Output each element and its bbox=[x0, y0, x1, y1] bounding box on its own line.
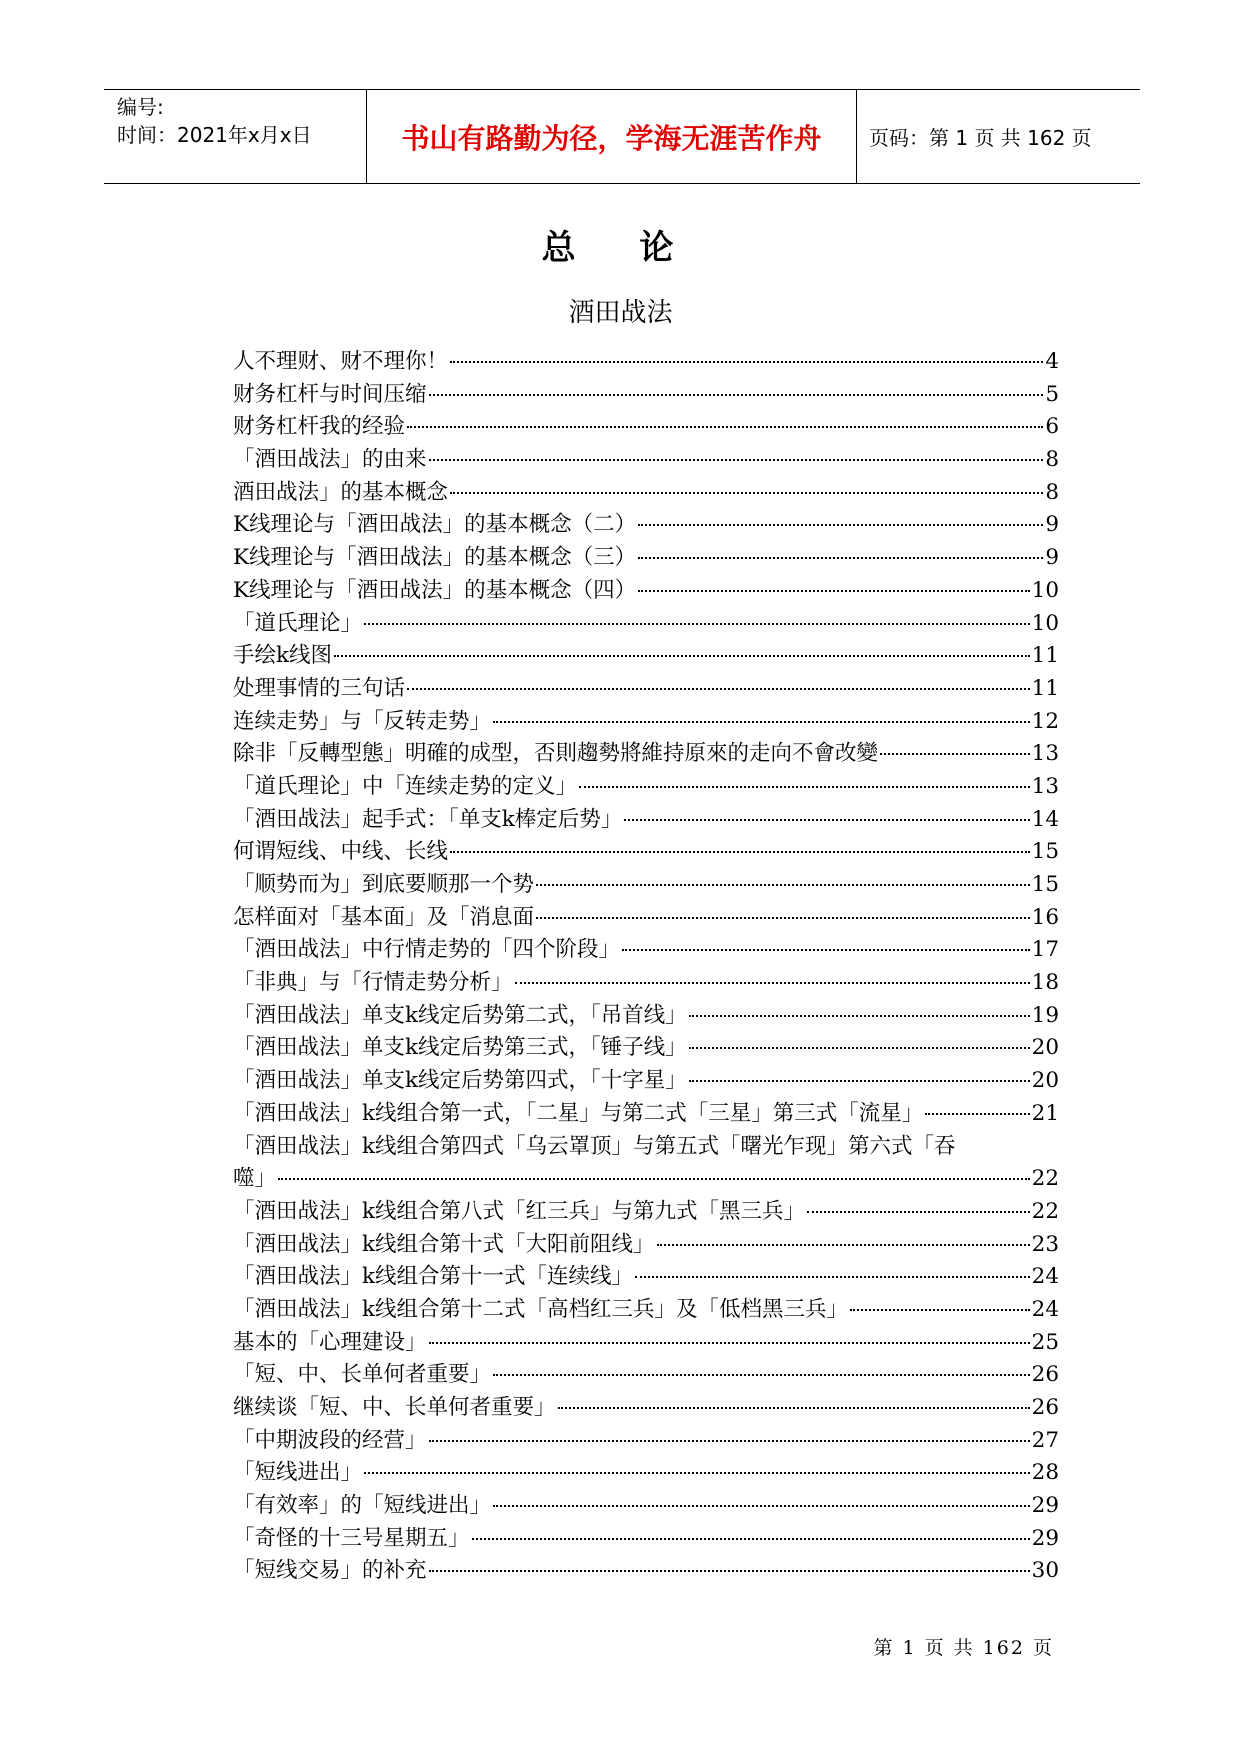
toc-page-number: 21 bbox=[1031, 1100, 1059, 1126]
toc-entry-title: 财务杠杆与时间压缩 bbox=[233, 381, 427, 407]
toc-leader-dots bbox=[880, 753, 1030, 755]
toc-page-number: 25 bbox=[1031, 1329, 1059, 1355]
toc-leader-dots bbox=[450, 851, 1030, 853]
toc-page-number: 19 bbox=[1031, 1002, 1059, 1028]
toc-entry[interactable] bbox=[233, 1425, 1059, 1458]
toc-page-number: 29 bbox=[1031, 1493, 1059, 1519]
toc-leader-dots bbox=[429, 394, 1044, 396]
toc-entry[interactable] bbox=[233, 1555, 1059, 1588]
toc-entry[interactable] bbox=[233, 771, 1059, 804]
toc-entry[interactable] bbox=[233, 608, 1059, 641]
toc-entry[interactable] bbox=[233, 706, 1059, 739]
header-page-code: 页码：第 1 页 共 162 页 bbox=[869, 126, 1092, 150]
toc-page-number: 8 bbox=[1045, 479, 1059, 505]
toc-page-number: 30 bbox=[1031, 1558, 1059, 1584]
toc-leader-dots bbox=[635, 1276, 1030, 1278]
toc-leader-dots bbox=[472, 1538, 1030, 1540]
toc-leader-dots bbox=[407, 426, 1043, 428]
toc-entry-title: 继续谈「短、中、长单何者重要」 bbox=[233, 1395, 556, 1420]
toc-page-number: 27 bbox=[1031, 1427, 1059, 1453]
toc-entry[interactable] bbox=[233, 804, 1059, 837]
toc-entry[interactable] bbox=[233, 1131, 1059, 1196]
toc-page-number: 9 bbox=[1045, 545, 1059, 571]
toc-page-number: 28 bbox=[1031, 1460, 1059, 1486]
toc-leader-dots bbox=[638, 524, 1043, 526]
table-of-contents bbox=[233, 346, 1059, 1588]
toc-page-number: 20 bbox=[1031, 1068, 1059, 1094]
toc-leader-dots bbox=[850, 1309, 1030, 1311]
toc-entry-title: 人不理财、财不理你！ bbox=[233, 349, 449, 374]
toc-entry-title: 「短线进出」 bbox=[233, 1460, 363, 1486]
toc-entry[interactable] bbox=[233, 1261, 1059, 1294]
toc-entry[interactable] bbox=[233, 509, 1059, 542]
toc-page-number: 18 bbox=[1031, 970, 1059, 996]
toc-entry-title: 「短线交易」的补充 bbox=[233, 1558, 427, 1584]
toc-page-number: 22 bbox=[1031, 1166, 1059, 1192]
toc-entry[interactable] bbox=[233, 902, 1059, 935]
toc-entry-title: 「酒田战法」单支k线定后势第四式，「十字星」 bbox=[233, 1068, 687, 1094]
toc-entry[interactable] bbox=[233, 411, 1059, 444]
toc-leader-dots bbox=[364, 623, 1030, 625]
page-title: 总 论 bbox=[541, 228, 700, 268]
toc-entry-title: 酒田战法」的基本概念 bbox=[233, 479, 449, 505]
toc-entry[interactable] bbox=[233, 575, 1059, 608]
toc-entry[interactable] bbox=[233, 379, 1059, 412]
toc-leader-dots bbox=[429, 1440, 1030, 1442]
toc-leader-dots bbox=[558, 1407, 1030, 1409]
toc-entry[interactable] bbox=[233, 1065, 1059, 1098]
toc-entry[interactable] bbox=[233, 477, 1059, 510]
toc-entry-title-cont: 噬」 bbox=[233, 1166, 277, 1192]
toc-entry-title: 「酒田战法」k线组合第八式「红三兵」与第九式「黑三兵」 bbox=[233, 1198, 806, 1224]
toc-entry-title: 「道氏理论」中「连续走势的定义」 bbox=[233, 773, 578, 799]
toc-entry[interactable] bbox=[233, 869, 1059, 902]
toc-entry-title: K线理论与「酒田战法」的基本概念（二） bbox=[233, 512, 637, 538]
toc-leader-dots bbox=[638, 590, 1030, 592]
toc-page-number: 11 bbox=[1031, 675, 1059, 701]
toc-entry[interactable] bbox=[233, 1523, 1059, 1556]
toc-entry-title: 「酒田战法」的由来 bbox=[233, 447, 427, 473]
toc-leader-dots bbox=[407, 688, 1030, 690]
toc-entry[interactable] bbox=[233, 1457, 1059, 1490]
toc-page-number: 11 bbox=[1031, 643, 1059, 669]
toc-page-number: 5 bbox=[1045, 381, 1059, 407]
toc-page-number: 9 bbox=[1045, 512, 1059, 538]
toc-entry[interactable] bbox=[233, 1032, 1059, 1065]
toc-page-number: 8 bbox=[1045, 447, 1059, 473]
time-label: 时间：2021年x月x日 bbox=[117, 123, 312, 147]
toc-entry[interactable] bbox=[233, 444, 1059, 477]
toc-leader-dots bbox=[493, 721, 1030, 723]
toc-page-number: 22 bbox=[1031, 1198, 1059, 1224]
toc-entry[interactable] bbox=[233, 542, 1059, 575]
toc-entry-title: 「短、中、长单何者重要」 bbox=[233, 1362, 492, 1388]
header-motto: 书山有路勤为径，学海无涯苦作舟 bbox=[367, 90, 857, 183]
toc-entry[interactable] bbox=[233, 1098, 1059, 1131]
number-label: 编号: bbox=[117, 95, 164, 119]
toc-leader-dots bbox=[638, 557, 1043, 559]
toc-leader-dots bbox=[450, 492, 1043, 494]
toc-page-number: 20 bbox=[1031, 1035, 1059, 1061]
toc-leader-dots bbox=[689, 1080, 1030, 1082]
toc-leader-dots bbox=[493, 1505, 1030, 1507]
toc-entry-title: K线理论与「酒田战法」的基本概念（三） bbox=[233, 545, 637, 571]
toc-page-number: 26 bbox=[1031, 1395, 1059, 1420]
toc-entry[interactable] bbox=[233, 1229, 1059, 1262]
toc-page-number: 13 bbox=[1031, 741, 1059, 767]
toc-leader-dots bbox=[925, 1113, 1029, 1115]
toc-entry[interactable] bbox=[233, 673, 1059, 706]
toc-leader-dots bbox=[493, 1374, 1030, 1376]
toc-leader-dots bbox=[429, 1342, 1030, 1344]
toc-entry[interactable] bbox=[233, 934, 1059, 967]
toc-entry-title: 「奇怪的十三号星期五」 bbox=[233, 1525, 470, 1551]
toc-entry-title: 「酒田战法」k线组合第十一式「连续线」 bbox=[233, 1264, 634, 1290]
toc-entry-title: 「酒田战法」单支k线定后势第二式，「吊首线」 bbox=[233, 1002, 687, 1028]
toc-page-number: 10 bbox=[1031, 577, 1059, 603]
toc-entry-title: 何谓短线、中线、长线 bbox=[233, 839, 449, 865]
toc-leader-dots bbox=[579, 786, 1030, 788]
toc-entry-title: 处理事情的三句话 bbox=[233, 675, 406, 701]
toc-leader-dots bbox=[536, 884, 1030, 886]
toc-page-number: 14 bbox=[1031, 806, 1059, 832]
toc-entry-title: 「有效率」的「短线进出」 bbox=[233, 1493, 492, 1519]
toc-entry-title: 除非「反轉型態」明確的成型，否則趨勢將維持原來的走向不會改變 bbox=[233, 741, 879, 767]
toc-page-number: 17 bbox=[1031, 937, 1059, 963]
toc-entry[interactable] bbox=[233, 738, 1059, 771]
toc-leader-dots bbox=[689, 1015, 1030, 1017]
toc-entry[interactable] bbox=[233, 1490, 1059, 1523]
toc-entry[interactable] bbox=[233, 1359, 1059, 1392]
toc-page-number: 10 bbox=[1031, 610, 1059, 636]
toc-page-number: 24 bbox=[1031, 1264, 1059, 1290]
toc-entry-title: 「中期波段的经营」 bbox=[233, 1427, 427, 1453]
header-meta bbox=[104, 90, 367, 183]
toc-entry-title: 「酒田战法」k线组合第十二式「高档红三兵」及「低档黑三兵」 bbox=[233, 1296, 849, 1322]
toc-entry-title: 「酒田战法」k线组合第四式「乌云罩顶」与第五式「曙光乍现」第六式「吞 bbox=[233, 1133, 956, 1159]
toc-leader-dots bbox=[622, 949, 1030, 951]
page-header bbox=[104, 89, 1140, 184]
toc-leader-dots bbox=[429, 459, 1044, 461]
toc-page-number: 16 bbox=[1031, 904, 1059, 930]
toc-entry-title: 基本的「心理建设」 bbox=[233, 1329, 427, 1355]
toc-page-number: 29 bbox=[1031, 1525, 1059, 1551]
toc-page-number: 15 bbox=[1031, 839, 1059, 865]
toc-entry[interactable] bbox=[233, 836, 1059, 869]
toc-entry[interactable] bbox=[233, 1294, 1059, 1327]
toc-leader-dots bbox=[536, 917, 1030, 919]
toc-entry-title: 「非典」与「行情走势分析」 bbox=[233, 970, 513, 996]
toc-leader-dots bbox=[624, 819, 1029, 821]
toc-leader-dots bbox=[689, 1047, 1030, 1049]
toc-entry-title: 「酒田战法」k线组合第十式「大阳前阻线」 bbox=[233, 1231, 655, 1257]
toc-page-number: 23 bbox=[1031, 1231, 1059, 1257]
toc-page-number: 4 bbox=[1045, 349, 1059, 374]
toc-entry[interactable] bbox=[233, 346, 1059, 379]
toc-leader-dots bbox=[807, 1211, 1030, 1213]
toc-page-number: 15 bbox=[1031, 872, 1059, 897]
toc-leader-dots bbox=[450, 361, 1043, 363]
toc-entry[interactable] bbox=[233, 1392, 1059, 1425]
toc-entry[interactable] bbox=[233, 1000, 1059, 1033]
toc-entry-title: 「顺势而为」到底要顺那一个势 bbox=[233, 872, 535, 897]
toc-entry-title: 「酒田战法」中行情走势的「四个阶段」 bbox=[233, 937, 621, 963]
toc-leader-dots bbox=[429, 1570, 1030, 1572]
toc-entry[interactable] bbox=[233, 1196, 1059, 1229]
page-subtitle: 酒田战法 bbox=[568, 298, 673, 328]
toc-entry-title: 财务杠杆我的经验 bbox=[233, 414, 406, 440]
toc-entry[interactable] bbox=[233, 967, 1059, 1000]
toc-entry-title: 手绘k线图 bbox=[233, 643, 333, 669]
toc-leader-dots bbox=[278, 1178, 1030, 1180]
toc-entry-title: 「酒田战法」k线组合第一式，「二星」与第二式「三星」第三式「流星」 bbox=[233, 1100, 924, 1126]
toc-leader-dots bbox=[515, 982, 1030, 984]
toc-entry-title: 「酒田战法」起手式：「单支k棒定后势」 bbox=[233, 806, 623, 832]
toc-page-number: 12 bbox=[1031, 708, 1059, 734]
toc-entry-title: 连续走势」与「反转走势」 bbox=[233, 708, 492, 734]
toc-entry-title: 「酒田战法」单支k线定后势第三式，「锤子线」 bbox=[233, 1035, 687, 1061]
toc-page-number: 6 bbox=[1045, 414, 1059, 440]
toc-entry-title: 怎样面对「基本面」及「消息面 bbox=[233, 904, 535, 930]
page-footer: 第 1 页 共 162 页 bbox=[873, 1637, 1054, 1659]
toc-page-number: 13 bbox=[1031, 773, 1059, 799]
toc-entry[interactable] bbox=[233, 640, 1059, 673]
toc-leader-dots bbox=[364, 1472, 1030, 1474]
toc-entry-title: 「道氏理论」 bbox=[233, 610, 363, 636]
toc-entry-title: K线理论与「酒田战法」的基本概念（四） bbox=[233, 577, 637, 603]
toc-page-number: 24 bbox=[1031, 1296, 1059, 1322]
toc-page-number: 26 bbox=[1031, 1362, 1059, 1388]
toc-leader-dots bbox=[657, 1244, 1030, 1246]
toc-entry[interactable] bbox=[233, 1327, 1059, 1360]
toc-leader-dots bbox=[334, 655, 1030, 657]
